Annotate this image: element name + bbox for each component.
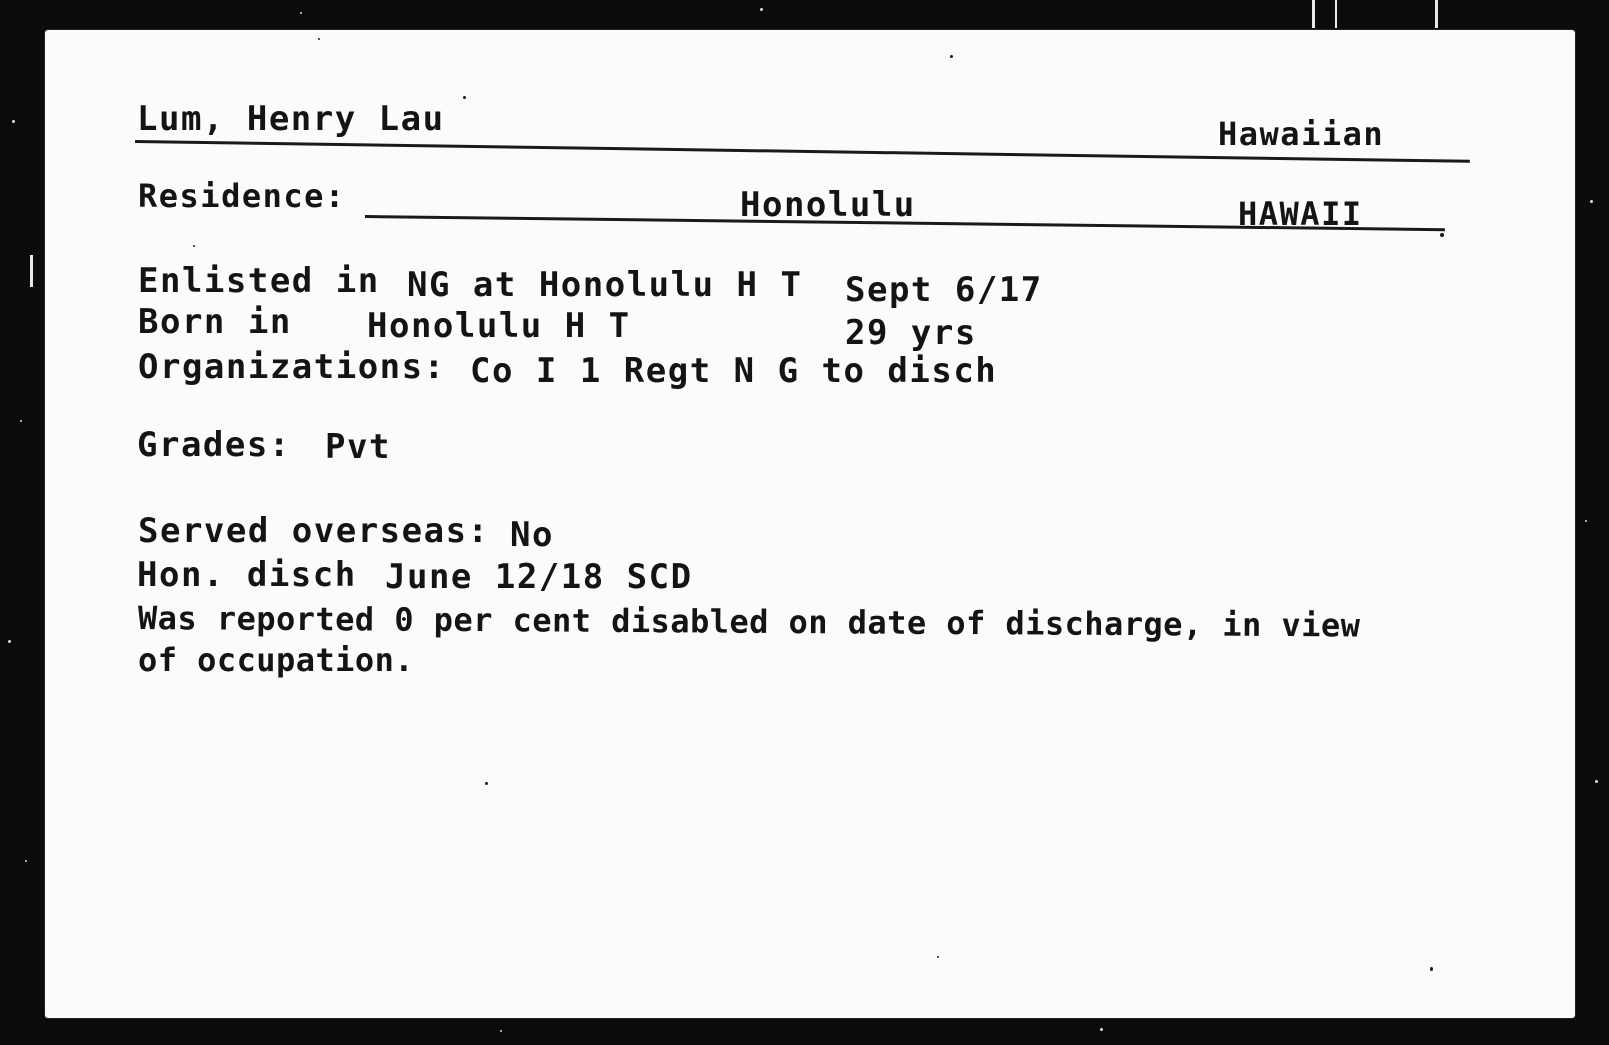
grades-value: Pvt — [325, 427, 391, 467]
scan-noise — [1585, 520, 1587, 522]
organizations-value: Co I 1 Regt N G to disch — [470, 351, 998, 391]
enlisted-place: NG at Honolulu H T — [407, 265, 803, 305]
scanner-edge-mark — [30, 255, 33, 287]
ink-speck — [318, 38, 320, 40]
ink-speck — [485, 782, 488, 785]
grades-label: Grades: — [137, 425, 291, 465]
residence-city: Honolulu — [740, 185, 916, 225]
scan-noise — [12, 120, 15, 123]
scan-noise — [20, 420, 22, 422]
organizations-label: Organizations: — [138, 347, 446, 387]
discharge-value: June 12/18 SCD — [385, 557, 693, 597]
ink-speck — [1440, 233, 1444, 237]
scan-noise — [25, 860, 27, 862]
scanner-edge-mark — [1435, 0, 1438, 28]
residence-label: Residence: — [138, 177, 346, 215]
born-place: Honolulu H T — [367, 306, 631, 346]
disability-note-line-2: of occupation. — [138, 641, 415, 679]
scan-noise — [8, 640, 11, 643]
scan-noise — [300, 12, 302, 14]
ink-speck — [950, 55, 953, 58]
ink-speck — [1430, 967, 1433, 971]
age-value: 29 yrs — [845, 313, 977, 353]
residence-state: HAWAII — [1238, 195, 1363, 233]
served-overseas-label: Served overseas: — [138, 511, 490, 551]
scanner-edge-mark — [1335, 0, 1337, 28]
discharge-label: Hon. disch — [137, 555, 357, 595]
scan-noise — [1100, 1028, 1103, 1031]
served-overseas-value: No — [510, 515, 554, 555]
enlisted-date: Sept 6/17 — [845, 270, 1043, 310]
disability-note-line-1: Was reported 0 per cent disabled on date of discharge, in view — [137, 599, 1361, 645]
ink-speck — [193, 245, 195, 247]
ink-speck — [463, 96, 466, 99]
born-label: Born in — [138, 302, 292, 342]
ink-speck — [937, 956, 939, 958]
scan-noise — [500, 1030, 502, 1032]
scan-noise — [760, 8, 763, 11]
scan-noise — [1595, 780, 1598, 783]
scan-noise — [1590, 200, 1593, 203]
race-label: Hawaiian — [1218, 115, 1385, 153]
soldier-name: Lum, Henry Lau — [137, 99, 445, 139]
record-card — [45, 30, 1575, 1018]
enlisted-label: Enlisted in — [138, 261, 380, 301]
scanner-edge-mark — [1312, 0, 1315, 28]
